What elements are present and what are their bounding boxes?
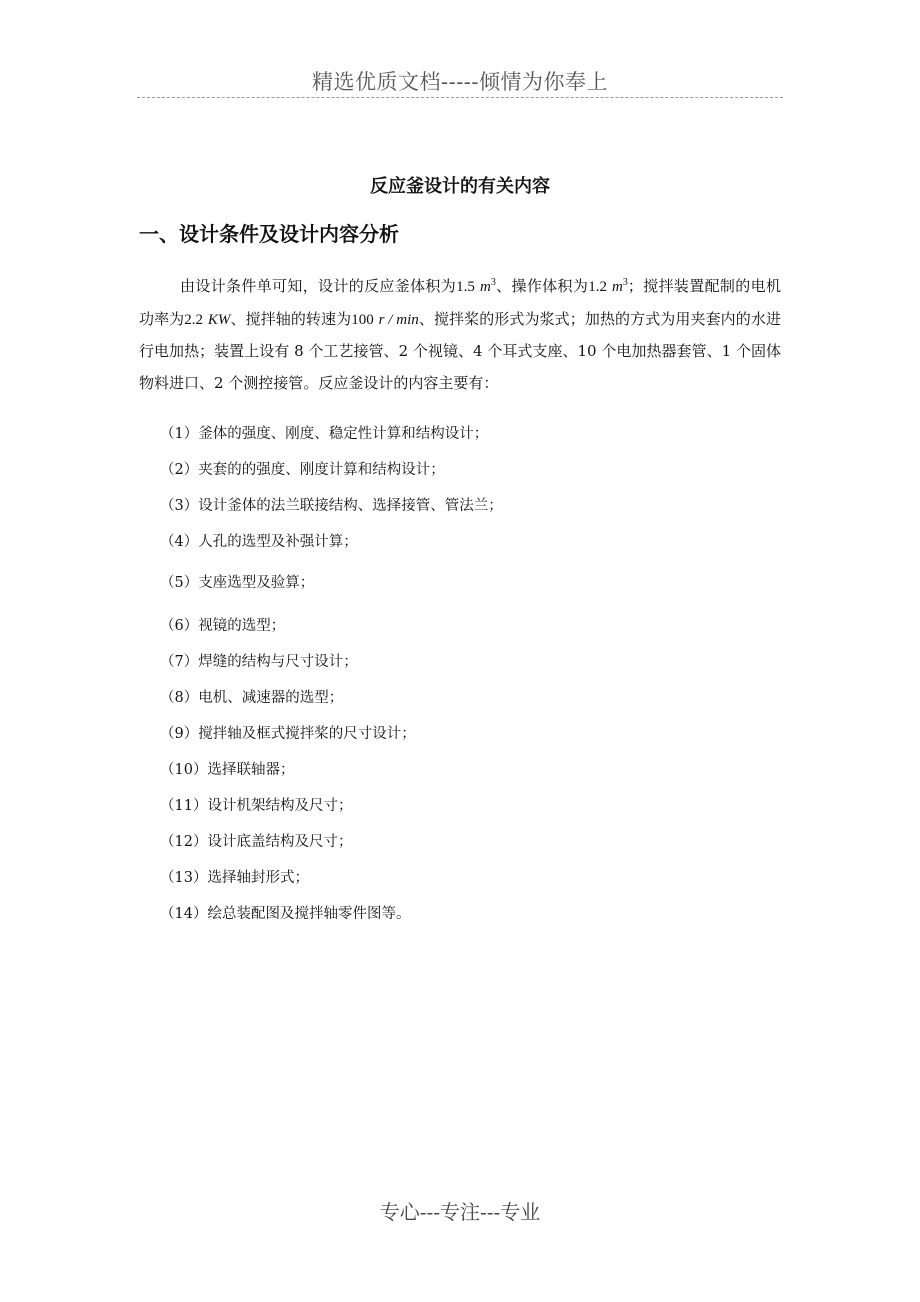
operating-volume-unit: m [612, 279, 623, 295]
list-item: （2）夹套的的强度、刚度计算和结构设计； [160, 462, 445, 478]
list-item: （10）选择联轴器； [160, 762, 295, 778]
page-header: 精选优质文档-----倾情为你奉上 [312, 70, 608, 94]
page-footer: 专心---专注---专业 [379, 1200, 541, 1224]
list-item: （5）支座选型及验算； [160, 575, 315, 591]
list-item: （6）视镜的选型； [160, 618, 286, 634]
motor-power-unit: KW [207, 311, 231, 328]
operating-volume-unit-exponent: 3 [622, 277, 628, 288]
volume-unit: m [479, 279, 491, 295]
list-item: （1）釜体的强度、刚度、稳定性计算和结构设计； [160, 426, 489, 442]
list-item: （3）设计釜体的法兰联接结构、选择接管、管法兰； [160, 498, 503, 514]
list-item: （8）电机、减速器的选型； [160, 690, 344, 706]
reactor-volume-value: 1.5 [456, 279, 475, 295]
paragraph-text: 、搅拌桨的形式为浆式；加热的方式为用夹套内的水进行电加热；装置上设有 8 个工艺接管、2 个视镜、4 个耳式支座、10 个电加热器套管、1 个固体物料进口、2 个测控接管。反应釜设计的内容主要有： [139, 309, 781, 392]
volume-unit-exponent: 3 [490, 277, 496, 288]
section-heading: 一、设计条件及设计内容分析 [139, 222, 399, 246]
list-item: （13）选择轴封形式； [160, 870, 309, 886]
list-item: （9）搅拌轴及框式搅拌桨的尺寸设计； [160, 726, 416, 742]
shaft-speed-value: 100 [351, 311, 374, 328]
paragraph-text: ；搅拌装置配制的电机功率为 [139, 277, 781, 328]
paragraph-text: 由设计条件单可知，设计的反应釜体积为 [180, 277, 457, 295]
paragraph-text: 、操作体积为 [495, 277, 589, 295]
list-item: （7）焊缝的结构与尺寸设计； [160, 654, 358, 670]
operating-volume-value: 1.2 [588, 279, 607, 295]
motor-power-value: 2.2 [184, 311, 204, 328]
shaft-speed-unit: r / min [378, 311, 419, 328]
list-item: （11）设计机架结构及尺寸； [160, 798, 353, 814]
document-title: 反应釜设计的有关内容 [370, 176, 550, 197]
list-item: （14）绘总装配图及搅拌轴零件图等。 [160, 906, 411, 922]
list-item: （4）人孔的选型及补强计算； [160, 534, 358, 550]
intro-paragraph [139, 267, 781, 399]
header-divider [137, 97, 783, 98]
list-item: （12）设计底盖结构及尺寸； [160, 834, 353, 850]
paragraph-text: 、搅拌轴的转速为 [230, 309, 352, 328]
